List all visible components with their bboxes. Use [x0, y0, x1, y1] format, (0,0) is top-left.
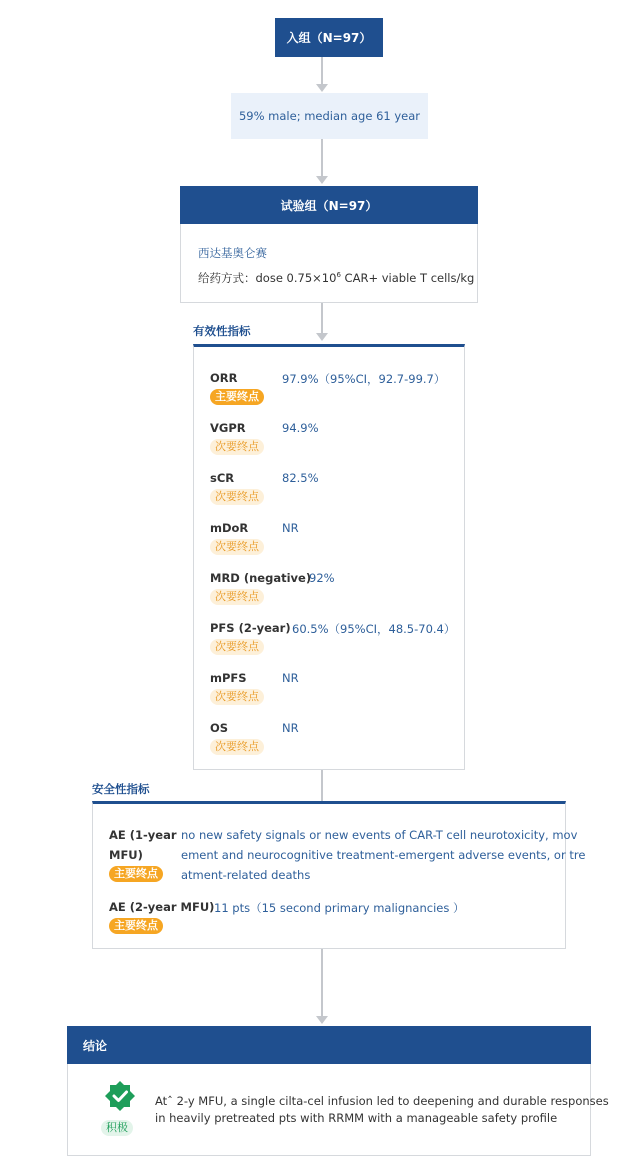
metric-value: NR	[282, 671, 299, 685]
conclusion-header	[67, 1026, 591, 1064]
metric-value: 94.9%	[282, 421, 319, 435]
efficacy-title: 有效性指标	[193, 324, 251, 338]
safety-value-line: atment-related deaths	[181, 868, 311, 882]
primary-endpoint-tag: 主要终点	[109, 918, 163, 934]
safety-name-line1: AE (1-year	[109, 828, 177, 842]
metric-name: VGPR	[210, 421, 246, 435]
positive-badge: 积极	[101, 1120, 133, 1136]
secondary-endpoint-tag: 次要终点	[210, 589, 264, 605]
connector-line	[321, 770, 323, 801]
enroll-box	[275, 18, 383, 57]
secondary-endpoint-tag: 次要终点	[210, 539, 264, 555]
metric-value: 97.9%（95%CI，92.7-99.7）	[282, 372, 446, 386]
connector-line	[321, 57, 323, 85]
metric-name: mDoR	[210, 521, 249, 535]
metric-name: PFS (2-year)	[210, 621, 291, 635]
check-badge-icon	[104, 1080, 136, 1112]
metric-value: 92%	[309, 571, 335, 585]
safety-value-line: ement and neurocognitive treatment-emergent adverse events, or tre	[181, 848, 586, 862]
secondary-endpoint-tag: 次要终点	[210, 689, 264, 705]
safety-name: AE (2-year MFU)	[109, 900, 215, 914]
trial-group-body	[180, 224, 478, 303]
connector-arrow-icon	[316, 1016, 328, 1024]
population-box	[231, 93, 428, 139]
conclusion-title: 结论	[83, 1038, 108, 1053]
dosing-text	[198, 270, 474, 286]
secondary-endpoint-tag: 次要终点	[210, 489, 264, 505]
connector-arrow-icon	[316, 176, 328, 184]
primary-endpoint-tag: 主要终点	[210, 389, 264, 405]
metric-name: OS	[210, 721, 229, 735]
safety-value: 11 pts（15 second primary malignancies ）	[214, 901, 465, 915]
metric-value: 60.5%（95%CI，48.5-70.4）	[292, 622, 456, 636]
safety-title: 安全性指标	[92, 782, 150, 796]
metric-name: MRD (negative)	[210, 571, 312, 585]
dosing-suffix: CAR+ viable T cells/kg	[340, 271, 475, 285]
secondary-endpoint-tag: 次要终点	[210, 439, 264, 455]
metric-value: NR	[282, 521, 299, 535]
primary-endpoint-tag: 主要终点	[109, 866, 163, 882]
connector-line	[321, 949, 323, 1017]
metric-value: 82.5%	[282, 471, 319, 485]
metric-name: sCR	[210, 471, 235, 485]
connector-line	[321, 303, 323, 333]
metric-value: NR	[282, 721, 299, 735]
safety-panel	[92, 801, 586, 949]
efficacy-panel	[193, 344, 465, 770]
population-text: 59% male; median age 61 year	[238, 109, 421, 123]
dosing-exponent: 6	[336, 271, 341, 280]
secondary-endpoint-tag: 次要终点	[210, 739, 264, 755]
conclusion-body	[67, 1064, 609, 1156]
secondary-endpoint-tag: 次要终点	[210, 639, 264, 655]
metric-name: ORR	[210, 371, 238, 385]
safety-value-line: no new safety signals or new events of CAR-T cell neurotoxicity, mov	[181, 828, 578, 842]
enroll-label: 入组（N=97）	[286, 31, 372, 45]
drug-name: 西达基奥仑赛	[198, 246, 267, 260]
dosing-prefix: 给药方式：dose 0.75×10	[198, 271, 337, 285]
connector-arrow-icon	[316, 84, 328, 92]
trial-group-title: 试验组（N=97）	[280, 198, 378, 213]
conclusion-line: Atˆ 2-y MFU, a single cilta-cel infusion led to deepening and durable responses	[155, 1094, 609, 1108]
connector-arrow-icon	[316, 333, 328, 341]
trial-group-header	[180, 186, 478, 224]
safety-name-line2: MFU)	[109, 848, 143, 862]
metric-name: mPFS	[210, 671, 247, 685]
connector-line	[321, 139, 323, 177]
conclusion-line: in heavily pretreated pts with RRMM with a manageable safety profile	[155, 1111, 558, 1125]
